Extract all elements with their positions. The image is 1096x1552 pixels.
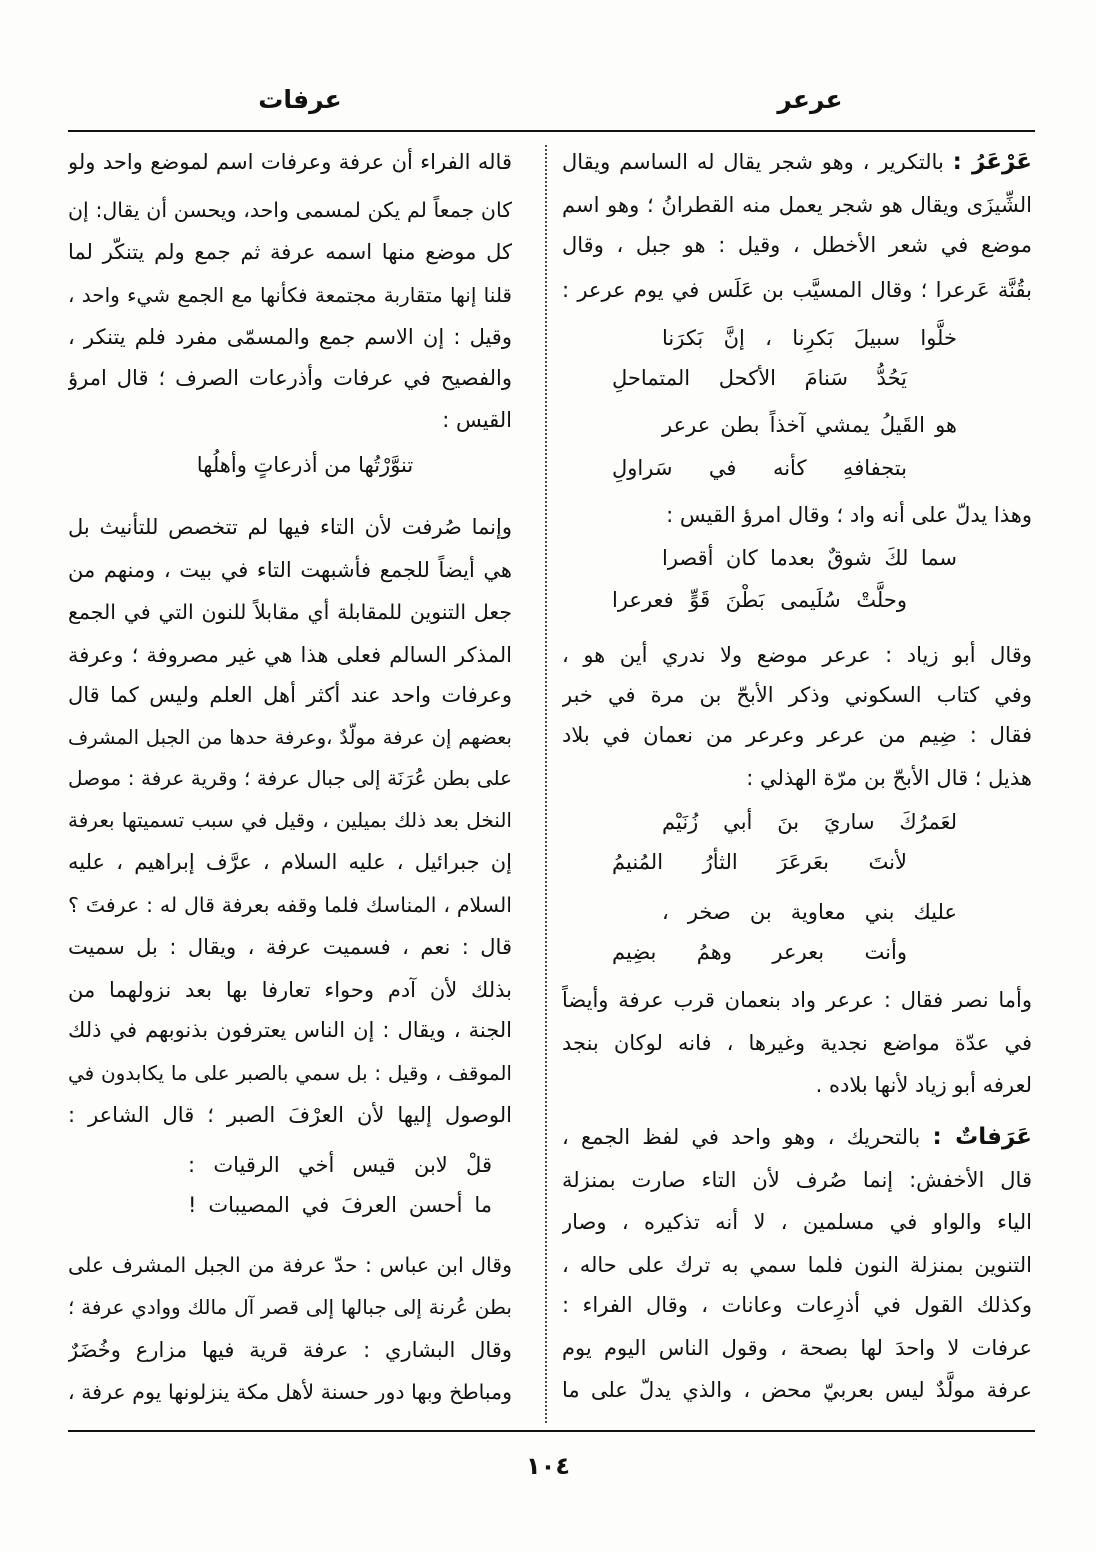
verse-line: سما لكَ شوقٌ بعدما كان أقصرا [662, 546, 957, 570]
verse-line: بتجفافهِ كأنه في سَراولِ [612, 456, 907, 480]
text-line: الجنة ، ويقال : إن الناس يعترفون بذنوبهم في ذلك [68, 1018, 512, 1042]
text-line: إن جبرائيل ، عليه السلام ، عرَّف إبراهيم ، عليه [68, 850, 512, 874]
text-line: كل موضع منها اسمه عرفة ثم جمع ولم يتنكّر لما [68, 240, 512, 264]
text-line: قال الأخفش: إنما صُرف لأن التاء صارت بمنزلة [562, 1168, 1032, 1192]
running-head-left: عرفات [258, 85, 342, 114]
verse-line: لعَمرُكَ ساريَ بنَ أبي زُنَيْم [662, 810, 957, 834]
headword: عَرْعَرُ : [952, 149, 1032, 175]
right-column [562, 0, 1032, 1552]
text-line: بذلك لأن آدم وحواء تعارفا بها بعد نزولهما من [68, 978, 512, 1002]
text-line: هي أيضاً للجمع فأشبهت التاء في بيت ، ومنهم من [68, 558, 512, 582]
verse-line: خلَّوا سبيلَ بَكرِنا ، إنَّ بَكرَنا [662, 326, 957, 350]
text-line [562, 142, 1032, 182]
verse-line: وأنت بعرعر وهمُ بضِيم [612, 940, 907, 964]
text-line: وقال البشاري : عرفة قرية فيها مزارع وخُضَرٌ [68, 1338, 512, 1362]
verse-line: ما أحسن العرفَ في المصيبات ! [188, 1193, 492, 1217]
text-line: في عدّة مواضع نجدية وغيرها ، فانه لوكان بنجد [562, 1031, 1032, 1055]
text-line: وإنما صُرفت لأن التاء فيها لم تتخصص للتأنيث بل [68, 515, 512, 539]
text-line: وقال أبو زياد : عرعر موضع ولا ندري أين هو ، [562, 643, 1032, 667]
entry-text: بالتحريك ، وهو واحد في لفظ الجمع ، [562, 1125, 921, 1149]
text-line: الوصول إليها لأن العرْفَ الصبر ؛ قال الشاعر : [68, 1103, 512, 1127]
text-line [562, 1117, 1032, 1157]
text-line: موضع في شعر الأخطل ، وقيل : هو جبل ، وقال [562, 233, 1032, 257]
text-line: هذيل ؛ قال الأبحّ بن مرّة الهذلي : [746, 766, 1032, 790]
entry-text: بالتكرير ، وهو شجر يقال له الساسم ويقال [562, 150, 944, 174]
text-line: كان جمعاً لم يكن لمسمى واحد، ويحسن أن يقال: إن [68, 198, 512, 222]
text-line: وعرفات واحد عند أكثر أهل العلم وليس كما قال [68, 683, 512, 707]
text-line: والفصيح في عرفات وأذرعات الصرف ؛ قال امرؤ [68, 366, 512, 390]
text-line: الموقف ، وقيل : بل سمي بالصبر على ما يكابدون في [68, 1061, 512, 1085]
text-line: قلنا إنها متقاربة مجتمعة فكأنها مع الجمع شيء واحد ، [68, 283, 512, 307]
verse-line: لأنتَ بعَرعَرَ الثأرُ المُنيمُ [612, 850, 907, 874]
text-line: وأما نصر فقال : عرعر واد بنعمان قرب عرفة وأيضاً [562, 988, 1032, 1012]
text-line: لعرفه أبو زياد لأنها بلاده . [815, 1073, 1032, 1097]
text-line: جعل التنوين للمقابلة أي مقابلاً للنون التي في الجمع [68, 600, 512, 624]
text-line: بطن عُرنة إلى جبالها إلى قصر آل مالك ووادي عرفة ؛ [68, 1295, 512, 1319]
text-line: وهذا يدلّ على أنه واد ؛ وقال امرؤ القيس : [666, 503, 1032, 527]
text-line: التنوين بمنزلة النون فلما سمي به ترك على حاله ، [562, 1253, 1032, 1277]
text-line: وقيل : إن الاسم جمع والمسمّى مفرد فلم يتنكر ، [68, 325, 512, 349]
verse-line: تنوَّرْتُها من أذرعاتٍ وأهلُها [196, 453, 414, 477]
text-line: المذكر السالم فعلى هذا هي غير مصروفة ؛ وعرفة [68, 643, 512, 667]
running-head-right: عرعر [777, 85, 843, 114]
text-line: عرفات لا واحدَ لها بصحة ، وقول الناس اليوم يوم [562, 1336, 1032, 1360]
text-line: النخل بعد ذلك بميلين ، وقيل في سبب تسميتها بعرفة [68, 808, 512, 832]
headword: عَرَفاتٌ : [932, 1124, 1032, 1150]
text-line: قاله الفراء أن عرفة وعرفات اسم لموضع واحد ولو [68, 150, 512, 174]
bottom-rule [68, 1430, 1035, 1432]
text-line: عرفة مولَّدٌ ليس بعربيّ محض ، والذي يدلّ على ما [562, 1378, 1032, 1402]
text-line: الشِّيزَى ويقال هو شجر يعمل منه القطرانُ ؛ وهو اسم [562, 193, 1032, 217]
verse-line: هو القَيلُ يمشي آخذاً بطن عرعر [662, 413, 957, 437]
text-line: على بطن عُرَنَة إلى جبال عرفة ؛ وقرية عرفة : موصل [68, 766, 512, 790]
text-line: وقال ابن عباس : حدّ عرفة من الجبل المشرف على [68, 1253, 512, 1277]
text-line: قال : نعم ، فسميت عرفة ، ويقال : بل سميت [68, 935, 512, 959]
verse-line: عليك بني معاوية بن صخر ، [662, 900, 957, 924]
left-column [68, 0, 512, 1552]
text-line: الياء والواو في مسلمين ، لا أنه تذكيره ، وصار [562, 1210, 1032, 1234]
column-divider [545, 145, 547, 1423]
verse-line: وحلَّتْ سُلَيمى بَطْنَ قَوٍّ فعرعرا [612, 588, 907, 612]
text-line: وكذلك القول في أذرِعات وعانات ، وقال الفراء : [562, 1293, 1032, 1317]
text-line: القيس : [442, 408, 512, 432]
verse-line: يَحُدُّ سَنامَ الأكحل المتماحلِ [612, 366, 907, 390]
text-line: ومباطخ وبها دور حسنة لأهل مكة ينزلونها يوم عرفة ، [68, 1380, 512, 1404]
text-line: بعضهم إن عرفة مولّدٌ ،وعرفة حدها من الجبل المشرف [68, 726, 512, 749]
verse-line: قلْ لابن قيس أخي الرقيات : [188, 1153, 492, 1177]
text-line: وفي كتاب السكوني وذكر الأبحّ بن مرة في خبر [562, 683, 1032, 707]
text-line: السلام ، المناسك فلما وقفه بعرفة قال له : عرفتَ ؟ [68, 893, 512, 917]
page-number: ١٠٤ [526, 1452, 570, 1480]
text-line: فقال : ضِيم من عرعر وعرعر من نعمان في بلاد [562, 723, 1032, 747]
text-line: بقُنَّة عَرعرا ؛ وقال المسيَّب بن عَلَس في يوم عرعر : [562, 278, 1032, 302]
